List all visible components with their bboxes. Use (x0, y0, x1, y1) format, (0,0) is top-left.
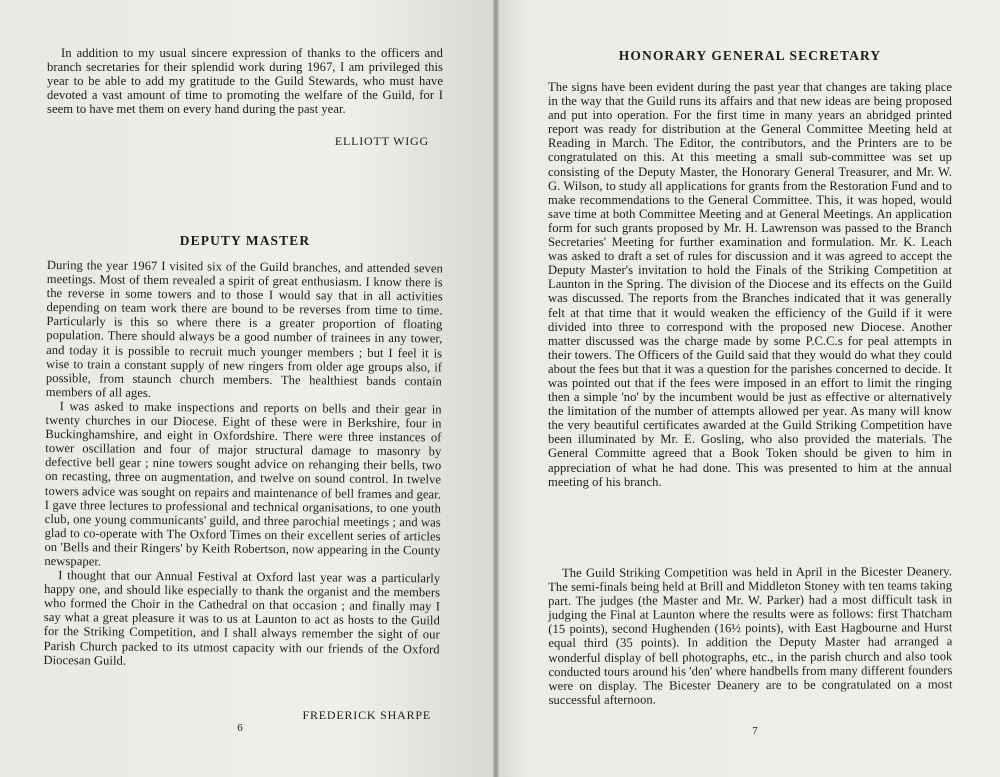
page-number-right: 7 (752, 725, 758, 737)
page-number-left: 6 (237, 722, 243, 734)
thanks-paragraph: In addition to my usual sincere expression of thanks to the officers and branch secretaries for their splendid work during 1967, I am privileged this year to be able to add my gratitude to the Guild Stewards, who must have devoted a vast amount of time to promoting the welfare of the Guild, for I seem to have met them on every hand during the past year. (47, 46, 443, 117)
secretary-paragraph-2: The Guild Striking Competition was held in April in the Bicester Deanery. The semi-finals being held at Brill and Middleton Stoney with ten teams taking part. The judges (the Master and Mr. W. Parker) had a most difficult task in judging the Final at Launton where the results were as follows: first Thatcham (15 points), second Hughenden (16½ points), with East Hagbourne and Hurst equal third (35 points). In addition the Deputy Master had arranged a wonderful display of bell photographs, etc., in the parish church and also took conducted tours around his 'den' where handbells from many different founders were on display. The Bicester Deanery are to be congratulated on a most successful afternoon. (548, 564, 953, 707)
deputy-master-signature: FREDERICK SHARPE (302, 708, 431, 722)
secretary-heading: HONORARY GENERAL SECRETARY (618, 48, 882, 63)
thanks-signature: ELLIOTT WIGG (334, 134, 429, 148)
deputy-master-paragraph-3: I thought that our Annual Festival at Oxford last year was a particularly happy one, and should like especially to thank the organist and the members who formed the Choir in the Cathedral on that occasion ; and finally may I say what a great pleasure it was to us at Launton to act as hosts to the Guild for the Striking Competition, and I shall always remember the sight of our Parish Church packed to its utmost capacity with our friends of the Oxford Diocesan Guild. (43, 568, 441, 668)
deputy-master-report (43, 258, 443, 670)
deputy-master-paragraph-2: I was asked to make inspections and reports on bells and their gear in twenty churches in our Diocese. Eight of these were in Berkshire, four in Buckinghamshire, and eight in Oxfordshire. There were three instances of tower oscillation and four of major structural damage to masonry by defective bell gear ; nine towers sought advice on rehanging their bells, two on recasting, three on augmentation, and twelve on sound control. In twelve towers advice was sought on repairs and maintenance of bell frames and gear. I gave three lectures to professional and technical organisations, to one youth club, one young communicants' guild, and three parochial meetings ; and was glad to co-operate with The Oxford Times on their excellent series of articles on 'Bells and their Ringers' by Keith Robertson, now appearing in the County newspaper. (44, 399, 442, 569)
book-gutter (493, 0, 499, 777)
deputy-master-paragraph-1: During the year 1967 I visited six of the Guild branches, and attended seven meetings. Most of them revealed a spirit of great enthusiasm. I know there is the reverse in some towers and to those I would say that in all activities depending on team work there are bound to be reverses from time to time. Particularly is this so where there is a greater proportion of floating population. There should always be a good number of trainees in any tower, and today it is possible to recruit much younger members ; but I feel it is wise to train a constant supply of new ringers from older age groups also, if possible, from staunch church members. The healthiest bands contain members of all ages. (45, 258, 443, 400)
deputy-master-heading: DEPUTY MASTER (179, 233, 311, 248)
secretary-paragraph-1: The signs have been evident during the past year that changes are taking place in the way that the Guild runs its affairs and that new ideas are being proposed and put into operation. For the first time in many years an abridged printed report was ready for distribution at the General Committee Meeting held at Reading in March. The Editor, the contributors, and the Printers are to be congratulated on this. At this meeting a small sub-committee was set up consisting of the Deputy Master, the Honorary General Treasurer, and Mr. W. G. Wilson, to study all applications for grants from the Restoration Fund and to make recommendations to the General Committee. This, it was hoped, would save time at both Committee Meeting and at General Meetings. An application form for such grants proposed by Mr. H. Lawrenson was passed to the Branch Secretaries' Meeting for further examination and formulation. Mr. K. Leach was asked to draft a set of rules for discussion and it was agreed to accept the Deputy Master's invitation to hold the Finals of the Striking Competition at Launton in the Spring. The division of the Diocese and its effects on the Guild was discussed. The reports from the Branches indicated that it was generally felt at that time that it would weaken the efficiency of the Guild if it were divided into three to correspond with the proposed new Diocese. Another matter discussed was the charge made by some P.C.C.s for peal attempts in their towers. The Officers of the Guild said that they would do what they could about the fees but that it was a question for the parishes concerned to decide. It was pointed out that if the fees were imposed in an effort to limit the ringing then a simple 'no' by the incumbent would be just as effective or alternatively the limitation of the number of attempts allowed per year. As many will know the very beautiful certificates awarded at the Guild Striking Competition have been illuminated by Mr. E. Gosling, who also provided the materials. The General Committe agreed that a Book Token should be given to him in appreciation of what he had done. This was presented to him at the annual meeting of his branch. (548, 80, 952, 489)
